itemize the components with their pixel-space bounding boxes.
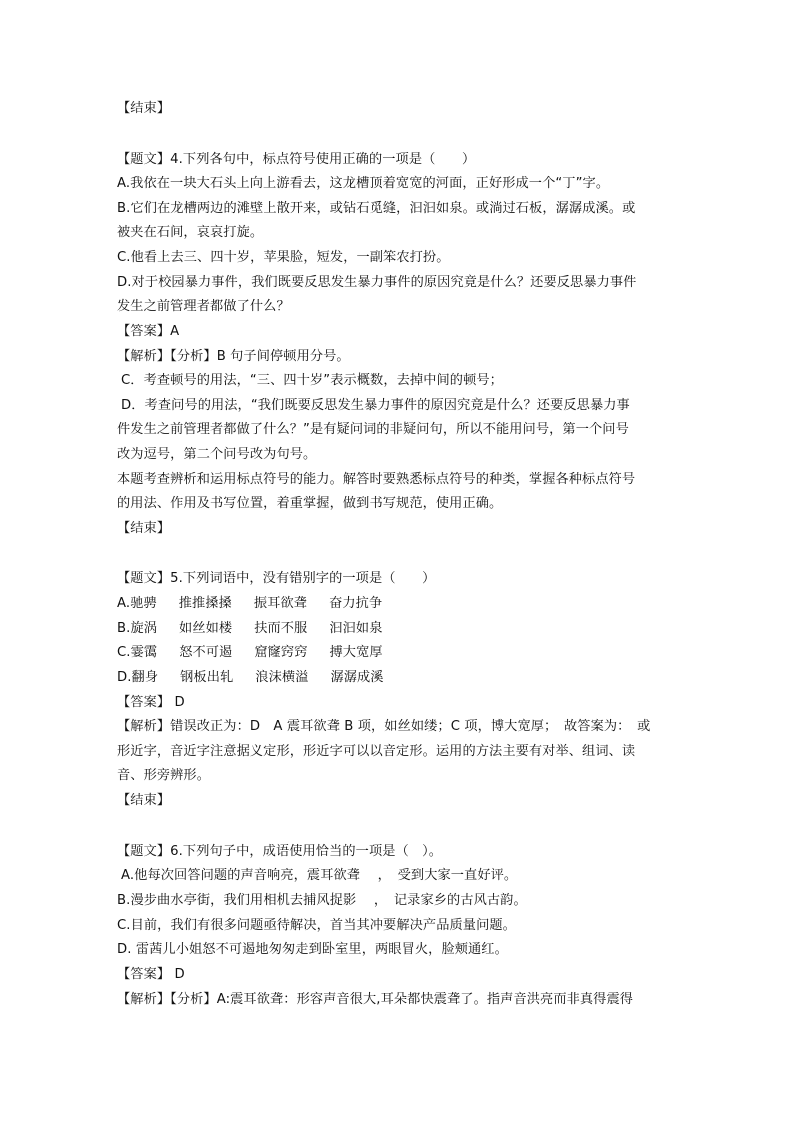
question-5-option-c: C.霎霭 怒不可遏 窟窿窍窍 搏大宽厚 (117, 645, 383, 660)
question-5-option-a: A.驰骋 推推搡搡 振耳欲聋 奋力抗争 (117, 596, 383, 611)
question-4-stem: 【题文】4.下列各句中，标点符号使用正确的一项是（ ） (117, 152, 476, 167)
question-4-summary-cont: 的用法、作用及书写位置，着重掌握，做到书写规范，使用正确。 (117, 496, 503, 511)
question-5-option-d: D.翻身 钢板出轧 浪沫横溢 潺潺成溪 (117, 670, 384, 685)
question-5-analysis-cont: 形近字，音近字注意据义定形，形近字可以以音定形。运用的方法主要有对举、组词、读 (117, 744, 636, 759)
end-marker: 【结束】 (117, 101, 171, 116)
question-5-answer: 【答案】 D (117, 695, 185, 710)
question-4-analysis: 【解析】【分析】B 句子间停顿用分号。 (117, 349, 350, 364)
question-4-option-c: C.他看上去三、四十岁，苹果脸，短发，一副笨农打扮。 (117, 250, 450, 265)
question-4-option-b-cont: 被夹在石间，哀哀打旋。 (117, 225, 264, 240)
question-6-option-d: D. 雷茜儿小姐怒不可遏地匆匆走到卧室里，两眼冒火，脸颊通红。 (117, 942, 508, 957)
question-5-stem: 【题文】5.下列词语中，没有错别字的一项是（ ） (117, 571, 436, 586)
question-6-option-b: B.漫步曲水亭街，我们用相机去捕风捉影 ， 记录家乡的古风古韵。 (117, 893, 527, 908)
question-4-summary: 本题考查辨析和运用标点符号的能力。解答时要熟悉标点符号的种类，掌握各种标点符号 (117, 472, 636, 487)
question-5-analysis: 【解析】错误改正为：D A 震耳欲聋 B 项，如丝如缕；C 项，博大宽厚； 故答案为： 或 (117, 719, 651, 734)
question-6-option-a: A.他每次回答问题的声音响亮，震耳欲聋 ， 受到大家一直好评。 (121, 868, 518, 883)
question-4-analysis-d-cont: 改为逗号，第二个问号改为句号。 (117, 447, 317, 462)
question-5-option-b: B.旋涡 如丝如楼 扶而不服 汩汩如泉 (117, 621, 383, 636)
question-6-option-c: C.目前，我们有很多问题亟待解决，首当其冲要解决产品质量问题。 (117, 918, 516, 933)
question-6-answer: 【答案】 D (117, 967, 185, 982)
end-marker: 【结束】 (117, 793, 171, 808)
question-4-option-b: B.它们在龙槽两边的滩壁上散开来，或钻石觅缝，汩汩如泉。或淌过石板，潺潺成溪。或 (117, 201, 636, 216)
question-6-analysis: 【解析】【分析】A:震耳欲聋：形容声音很大,耳朵都快震聋了。指声音洪亮而非真得震得 (117, 992, 634, 1007)
question-4-analysis-d: D．考查问号的用法，“我们既要反思发生暴力事件的原因究竟是什么？还要反思暴力事 (121, 398, 630, 413)
question-4-option-d: D.对于校园暴力事件，我们既要反思发生暴力事件的原因究竟是什么？还要反思暴力事件 (117, 275, 637, 290)
question-4-option-a: A.我依在一块大石头上向上游看去，这龙槽顶着宽宽的河面，正好形成一个“丁”字。 (117, 176, 610, 191)
end-marker: 【结束】 (117, 521, 171, 536)
question-4-analysis-d-cont: 件发生之前管理者都做了什么？”是有疑问词的非疑问句，所以不能用问号，第一个问号 (117, 422, 629, 437)
question-6-stem: 【题文】6.下列句子中，成语使用恰当的一项是（ ）。 (117, 844, 443, 859)
question-4-answer: 【答案】A (117, 324, 180, 339)
question-5-analysis-cont: 音、形旁辨形。 (117, 768, 211, 783)
question-4-analysis-c: C．考查顿号的用法，“三、四十岁”表示概数，去掉中间的顿号； (121, 373, 503, 388)
question-4-option-d-cont: 发生之前管理者都做了什么？ (117, 299, 290, 314)
